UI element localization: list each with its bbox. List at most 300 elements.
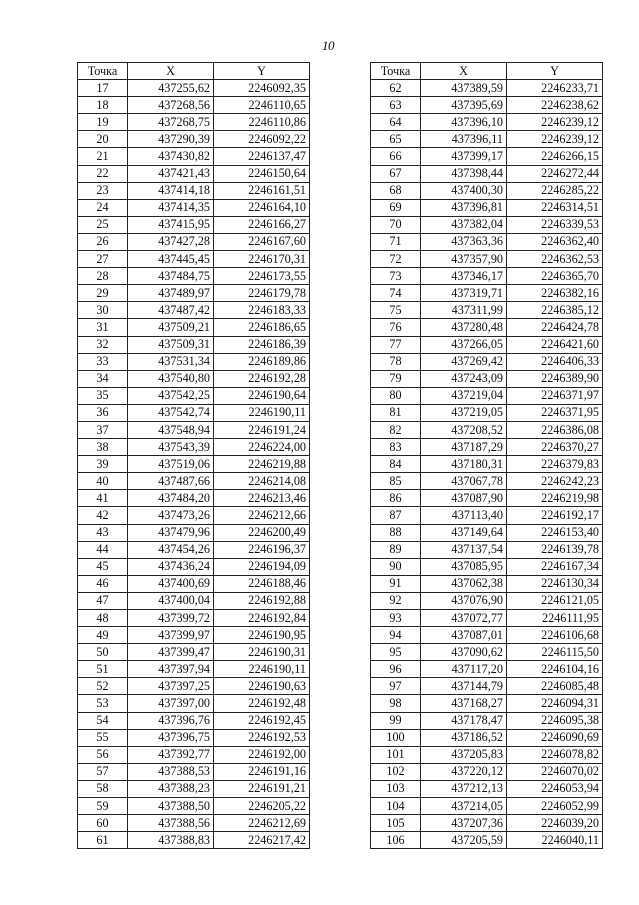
table-header-row [78,63,310,80]
x-coordinate-cell: 437509,31 [128,336,214,353]
table-row [371,199,603,216]
table-row [371,695,603,712]
table-row [371,473,603,490]
column-header-x: X [421,63,507,80]
table-row [78,678,310,695]
table-row [371,575,603,592]
y-coordinate-cell: 2246179,78 [214,285,310,302]
point-number-cell: 49 [78,627,128,644]
point-number-cell: 28 [78,268,128,285]
point-number-cell: 20 [78,131,128,148]
x-coordinate-cell: 437487,42 [128,302,214,319]
y-coordinate-cell: 2246191,16 [214,763,310,780]
table-row [78,421,310,438]
y-coordinate-cell: 2246130,34 [507,575,603,592]
point-number-cell: 106 [371,832,421,849]
y-coordinate-cell: 2246106,68 [507,627,603,644]
table-row [371,610,603,627]
table-row [371,644,603,661]
column-header-point: Точка [78,63,128,80]
table-row [78,695,310,712]
table-row [371,148,603,165]
x-coordinate-cell: 437398,44 [421,165,507,182]
point-number-cell: 68 [371,182,421,199]
x-coordinate-cell: 437168,27 [421,695,507,712]
table-row [78,798,310,815]
point-number-cell: 82 [371,421,421,438]
table-row [371,165,603,182]
point-number-cell: 81 [371,404,421,421]
point-number-cell: 96 [371,661,421,678]
point-number-cell: 58 [78,780,128,797]
column-header-y: Y [507,63,603,80]
table-row [78,524,310,541]
x-coordinate-cell: 437212,13 [421,780,507,797]
y-coordinate-cell: 2246192,88 [214,592,310,609]
y-coordinate-cell: 2246192,45 [214,712,310,729]
x-coordinate-cell: 437311,99 [421,302,507,319]
table-row [78,114,310,131]
y-coordinate-cell: 2246192,00 [214,746,310,763]
x-coordinate-cell: 437399,72 [128,610,214,627]
point-number-cell: 71 [371,233,421,250]
x-coordinate-cell: 437399,47 [128,644,214,661]
table-row [371,285,603,302]
x-coordinate-cell: 437540,80 [128,370,214,387]
column-header-x: X [128,63,214,80]
x-coordinate-cell: 437519,06 [128,456,214,473]
y-coordinate-cell: 2246212,69 [214,815,310,832]
point-number-cell: 45 [78,558,128,575]
table-row [371,592,603,609]
point-number-cell: 24 [78,199,128,216]
table-row [78,729,310,746]
point-number-cell: 90 [371,558,421,575]
y-coordinate-cell: 2246190,11 [214,404,310,421]
point-number-cell: 35 [78,387,128,404]
y-coordinate-cell: 2246239,12 [507,131,603,148]
point-number-cell: 44 [78,541,128,558]
y-coordinate-cell: 2246382,16 [507,285,603,302]
y-coordinate-cell: 2246190,95 [214,627,310,644]
y-coordinate-cell: 2246238,62 [507,97,603,114]
point-number-cell: 84 [371,456,421,473]
y-coordinate-cell: 2246212,66 [214,507,310,524]
y-coordinate-cell: 2246233,71 [507,80,603,97]
column-header-y: Y [214,63,310,80]
point-number-cell: 23 [78,182,128,199]
point-number-cell: 34 [78,370,128,387]
y-coordinate-cell: 2246121,05 [507,592,603,609]
point-number-cell: 54 [78,712,128,729]
y-coordinate-cell: 2246166,27 [214,216,310,233]
table-row [78,319,310,336]
x-coordinate-cell: 437219,04 [421,387,507,404]
table-row [371,404,603,421]
point-number-cell: 95 [371,644,421,661]
x-coordinate-cell: 437397,00 [128,695,214,712]
point-number-cell: 22 [78,165,128,182]
table-row [78,97,310,114]
table-row [78,712,310,729]
x-coordinate-cell: 437187,29 [421,439,507,456]
point-number-cell: 98 [371,695,421,712]
y-coordinate-cell: 2246362,53 [507,251,603,268]
point-number-cell: 40 [78,473,128,490]
x-coordinate-cell: 437489,97 [128,285,214,302]
y-coordinate-cell: 2246164,10 [214,199,310,216]
x-coordinate-cell: 437255,62 [128,80,214,97]
y-coordinate-cell: 2246214,08 [214,473,310,490]
y-coordinate-cell: 2246192,84 [214,610,310,627]
coordinates-table-left [77,62,310,849]
y-coordinate-cell: 2246078,82 [507,746,603,763]
y-coordinate-cell: 2246385,12 [507,302,603,319]
x-coordinate-cell: 437397,94 [128,661,214,678]
point-number-cell: 83 [371,439,421,456]
x-coordinate-cell: 437269,42 [421,353,507,370]
point-number-cell: 87 [371,507,421,524]
x-coordinate-cell: 437430,82 [128,148,214,165]
x-coordinate-cell: 437396,10 [421,114,507,131]
y-coordinate-cell: 2246110,65 [214,97,310,114]
table-row [371,524,603,541]
y-coordinate-cell: 2246362,40 [507,233,603,250]
x-coordinate-cell: 437509,21 [128,319,214,336]
x-coordinate-cell: 437400,30 [421,182,507,199]
point-number-cell: 61 [78,832,128,849]
y-coordinate-cell: 2246092,22 [214,131,310,148]
y-coordinate-cell: 2246167,60 [214,233,310,250]
table-row [371,815,603,832]
y-coordinate-cell: 2246213,46 [214,490,310,507]
point-number-cell: 92 [371,592,421,609]
y-coordinate-cell: 2246285,22 [507,182,603,199]
x-coordinate-cell: 437085,95 [421,558,507,575]
point-number-cell: 25 [78,216,128,233]
table-row [371,216,603,233]
y-coordinate-cell: 2246379,83 [507,456,603,473]
point-number-cell: 30 [78,302,128,319]
y-coordinate-cell: 2246189,86 [214,353,310,370]
x-coordinate-cell: 437382,04 [421,216,507,233]
y-coordinate-cell: 2246371,95 [507,404,603,421]
y-coordinate-cell: 2246137,47 [214,148,310,165]
table-row [78,148,310,165]
table-row [78,644,310,661]
y-coordinate-cell: 2246052,99 [507,798,603,815]
point-number-cell: 56 [78,746,128,763]
point-number-cell: 70 [371,216,421,233]
x-coordinate-cell: 437388,50 [128,798,214,815]
table-row [371,507,603,524]
table-row [78,558,310,575]
y-coordinate-cell: 2246272,44 [507,165,603,182]
x-coordinate-cell: 437388,56 [128,815,214,832]
table-row [371,456,603,473]
point-number-cell: 103 [371,780,421,797]
page-number: 10 [322,38,334,53]
y-coordinate-cell: 2246039,20 [507,815,603,832]
x-coordinate-cell: 437397,25 [128,678,214,695]
x-coordinate-cell: 437427,28 [128,233,214,250]
x-coordinate-cell: 437395,69 [421,97,507,114]
table-row [78,592,310,609]
table-row [371,336,603,353]
y-coordinate-cell: 2246192,28 [214,370,310,387]
y-coordinate-cell: 2246314,51 [507,199,603,216]
x-coordinate-cell: 437072,77 [421,610,507,627]
y-coordinate-cell: 2246196,37 [214,541,310,558]
point-number-cell: 66 [371,148,421,165]
y-coordinate-cell: 2246242,23 [507,473,603,490]
y-coordinate-cell: 2246224,00 [214,439,310,456]
point-number-cell: 36 [78,404,128,421]
x-coordinate-cell: 437399,17 [421,148,507,165]
y-coordinate-cell: 2246110,86 [214,114,310,131]
y-coordinate-cell: 2246192,53 [214,729,310,746]
x-coordinate-cell: 437436,24 [128,558,214,575]
y-coordinate-cell: 2246153,40 [507,524,603,541]
x-coordinate-cell: 437414,18 [128,182,214,199]
point-number-cell: 101 [371,746,421,763]
table-row [371,798,603,815]
x-coordinate-cell: 437067,78 [421,473,507,490]
x-coordinate-cell: 437531,34 [128,353,214,370]
y-coordinate-cell: 2246095,38 [507,712,603,729]
table-row [371,114,603,131]
table-row [371,490,603,507]
y-coordinate-cell: 2246139,78 [507,541,603,558]
table-row [371,182,603,199]
x-coordinate-cell: 437415,95 [128,216,214,233]
table-row [78,439,310,456]
x-coordinate-cell: 437076,90 [421,592,507,609]
x-coordinate-cell: 437149,64 [421,524,507,541]
y-coordinate-cell: 2246104,16 [507,661,603,678]
point-number-cell: 37 [78,421,128,438]
x-coordinate-cell: 437400,69 [128,575,214,592]
y-coordinate-cell: 2246150,64 [214,165,310,182]
y-coordinate-cell: 2246239,12 [507,114,603,131]
y-coordinate-cell: 2246191,24 [214,421,310,438]
x-coordinate-cell: 437399,97 [128,627,214,644]
table-row [78,285,310,302]
point-number-cell: 18 [78,97,128,114]
x-coordinate-cell: 437400,04 [128,592,214,609]
x-coordinate-cell: 437207,36 [421,815,507,832]
table-row [371,319,603,336]
y-coordinate-cell: 2246190,64 [214,387,310,404]
point-number-cell: 65 [371,131,421,148]
point-number-cell: 75 [371,302,421,319]
x-coordinate-cell: 437087,90 [421,490,507,507]
table-row [78,216,310,233]
y-coordinate-cell: 2246190,11 [214,661,310,678]
x-coordinate-cell: 437180,31 [421,456,507,473]
table-row [371,746,603,763]
point-number-cell: 89 [371,541,421,558]
y-coordinate-cell: 2246190,63 [214,678,310,695]
point-number-cell: 43 [78,524,128,541]
table-row [78,815,310,832]
x-coordinate-cell: 437243,09 [421,370,507,387]
point-number-cell: 97 [371,678,421,695]
table-row [78,165,310,182]
table-row [371,627,603,644]
table-body-left [78,80,310,849]
point-number-cell: 105 [371,815,421,832]
y-coordinate-cell: 2246406,33 [507,353,603,370]
coordinates-table-right [370,62,603,849]
x-coordinate-cell: 437113,40 [421,507,507,524]
table-row [78,832,310,849]
x-coordinate-cell: 437117,20 [421,661,507,678]
table-row [78,507,310,524]
point-number-cell: 85 [371,473,421,490]
x-coordinate-cell: 437186,52 [421,729,507,746]
point-number-cell: 50 [78,644,128,661]
point-number-cell: 33 [78,353,128,370]
table-row [371,370,603,387]
x-coordinate-cell: 437454,26 [128,541,214,558]
point-number-cell: 48 [78,610,128,627]
table-row [371,387,603,404]
y-coordinate-cell: 2246167,34 [507,558,603,575]
table-header-row [371,63,603,80]
y-coordinate-cell: 2246190,31 [214,644,310,661]
point-number-cell: 80 [371,387,421,404]
table-row [371,763,603,780]
table-row [78,746,310,763]
x-coordinate-cell: 437414,35 [128,199,214,216]
y-coordinate-cell: 2246115,50 [507,644,603,661]
x-coordinate-cell: 437388,83 [128,832,214,849]
x-coordinate-cell: 437479,96 [128,524,214,541]
x-coordinate-cell: 437363,36 [421,233,507,250]
table-row [371,678,603,695]
y-coordinate-cell: 2246266,15 [507,148,603,165]
x-coordinate-cell: 437396,11 [421,131,507,148]
x-coordinate-cell: 437389,59 [421,80,507,97]
y-coordinate-cell: 2246090,69 [507,729,603,746]
point-number-cell: 99 [371,712,421,729]
x-coordinate-cell: 437542,74 [128,404,214,421]
table-row [371,302,603,319]
point-number-cell: 60 [78,815,128,832]
table-row [371,233,603,250]
point-number-cell: 74 [371,285,421,302]
point-number-cell: 52 [78,678,128,695]
table-row [78,353,310,370]
y-coordinate-cell: 2246186,65 [214,319,310,336]
table-body-right [371,80,603,849]
y-coordinate-cell: 2246161,51 [214,182,310,199]
y-coordinate-cell: 2246365,70 [507,268,603,285]
point-number-cell: 64 [371,114,421,131]
point-number-cell: 62 [371,80,421,97]
table-row [371,353,603,370]
x-coordinate-cell: 437144,79 [421,678,507,695]
point-number-cell: 79 [371,370,421,387]
point-number-cell: 38 [78,439,128,456]
x-coordinate-cell: 437396,81 [421,199,507,216]
x-coordinate-cell: 437543,39 [128,439,214,456]
point-number-cell: 88 [371,524,421,541]
x-coordinate-cell: 437396,76 [128,712,214,729]
x-coordinate-cell: 437280,48 [421,319,507,336]
table-row [78,251,310,268]
point-number-cell: 32 [78,336,128,353]
table-row [371,729,603,746]
y-coordinate-cell: 2246191,21 [214,780,310,797]
table-row [78,780,310,797]
y-coordinate-cell: 2246173,55 [214,268,310,285]
y-coordinate-cell: 2246389,90 [507,370,603,387]
point-number-cell: 26 [78,233,128,250]
x-coordinate-cell: 437062,38 [421,575,507,592]
y-coordinate-cell: 2246170,31 [214,251,310,268]
point-number-cell: 59 [78,798,128,815]
table-row [371,421,603,438]
x-coordinate-cell: 437290,39 [128,131,214,148]
point-number-cell: 55 [78,729,128,746]
point-number-cell: 104 [371,798,421,815]
y-coordinate-cell: 2246192,48 [214,695,310,712]
y-coordinate-cell: 2246186,39 [214,336,310,353]
point-number-cell: 39 [78,456,128,473]
x-coordinate-cell: 437396,75 [128,729,214,746]
y-coordinate-cell: 2246205,22 [214,798,310,815]
table-row [371,439,603,456]
x-coordinate-cell: 437388,53 [128,763,214,780]
y-coordinate-cell: 2246194,09 [214,558,310,575]
table-row [78,199,310,216]
x-coordinate-cell: 437392,77 [128,746,214,763]
table-row [371,661,603,678]
point-number-cell: 47 [78,592,128,609]
point-number-cell: 29 [78,285,128,302]
table-row [78,610,310,627]
y-coordinate-cell: 2246424,78 [507,319,603,336]
y-coordinate-cell: 2246217,42 [214,832,310,849]
x-coordinate-cell: 437219,05 [421,404,507,421]
x-coordinate-cell: 437421,43 [128,165,214,182]
x-coordinate-cell: 437268,56 [128,97,214,114]
x-coordinate-cell: 437388,23 [128,780,214,797]
x-coordinate-cell: 437208,52 [421,421,507,438]
point-number-cell: 72 [371,251,421,268]
table-row [78,490,310,507]
table-row [78,404,310,421]
table-row [78,302,310,319]
point-number-cell: 69 [371,199,421,216]
x-coordinate-cell: 437319,71 [421,285,507,302]
x-coordinate-cell: 437266,05 [421,336,507,353]
point-number-cell: 27 [78,251,128,268]
table-row [371,780,603,797]
x-coordinate-cell: 437548,94 [128,421,214,438]
table-row [78,387,310,404]
table-row [371,712,603,729]
table-row [371,80,603,97]
table-row [371,97,603,114]
table-row [78,575,310,592]
y-coordinate-cell: 2246219,88 [214,456,310,473]
point-number-cell: 51 [78,661,128,678]
y-coordinate-cell: 2246371,97 [507,387,603,404]
point-number-cell: 17 [78,80,128,97]
